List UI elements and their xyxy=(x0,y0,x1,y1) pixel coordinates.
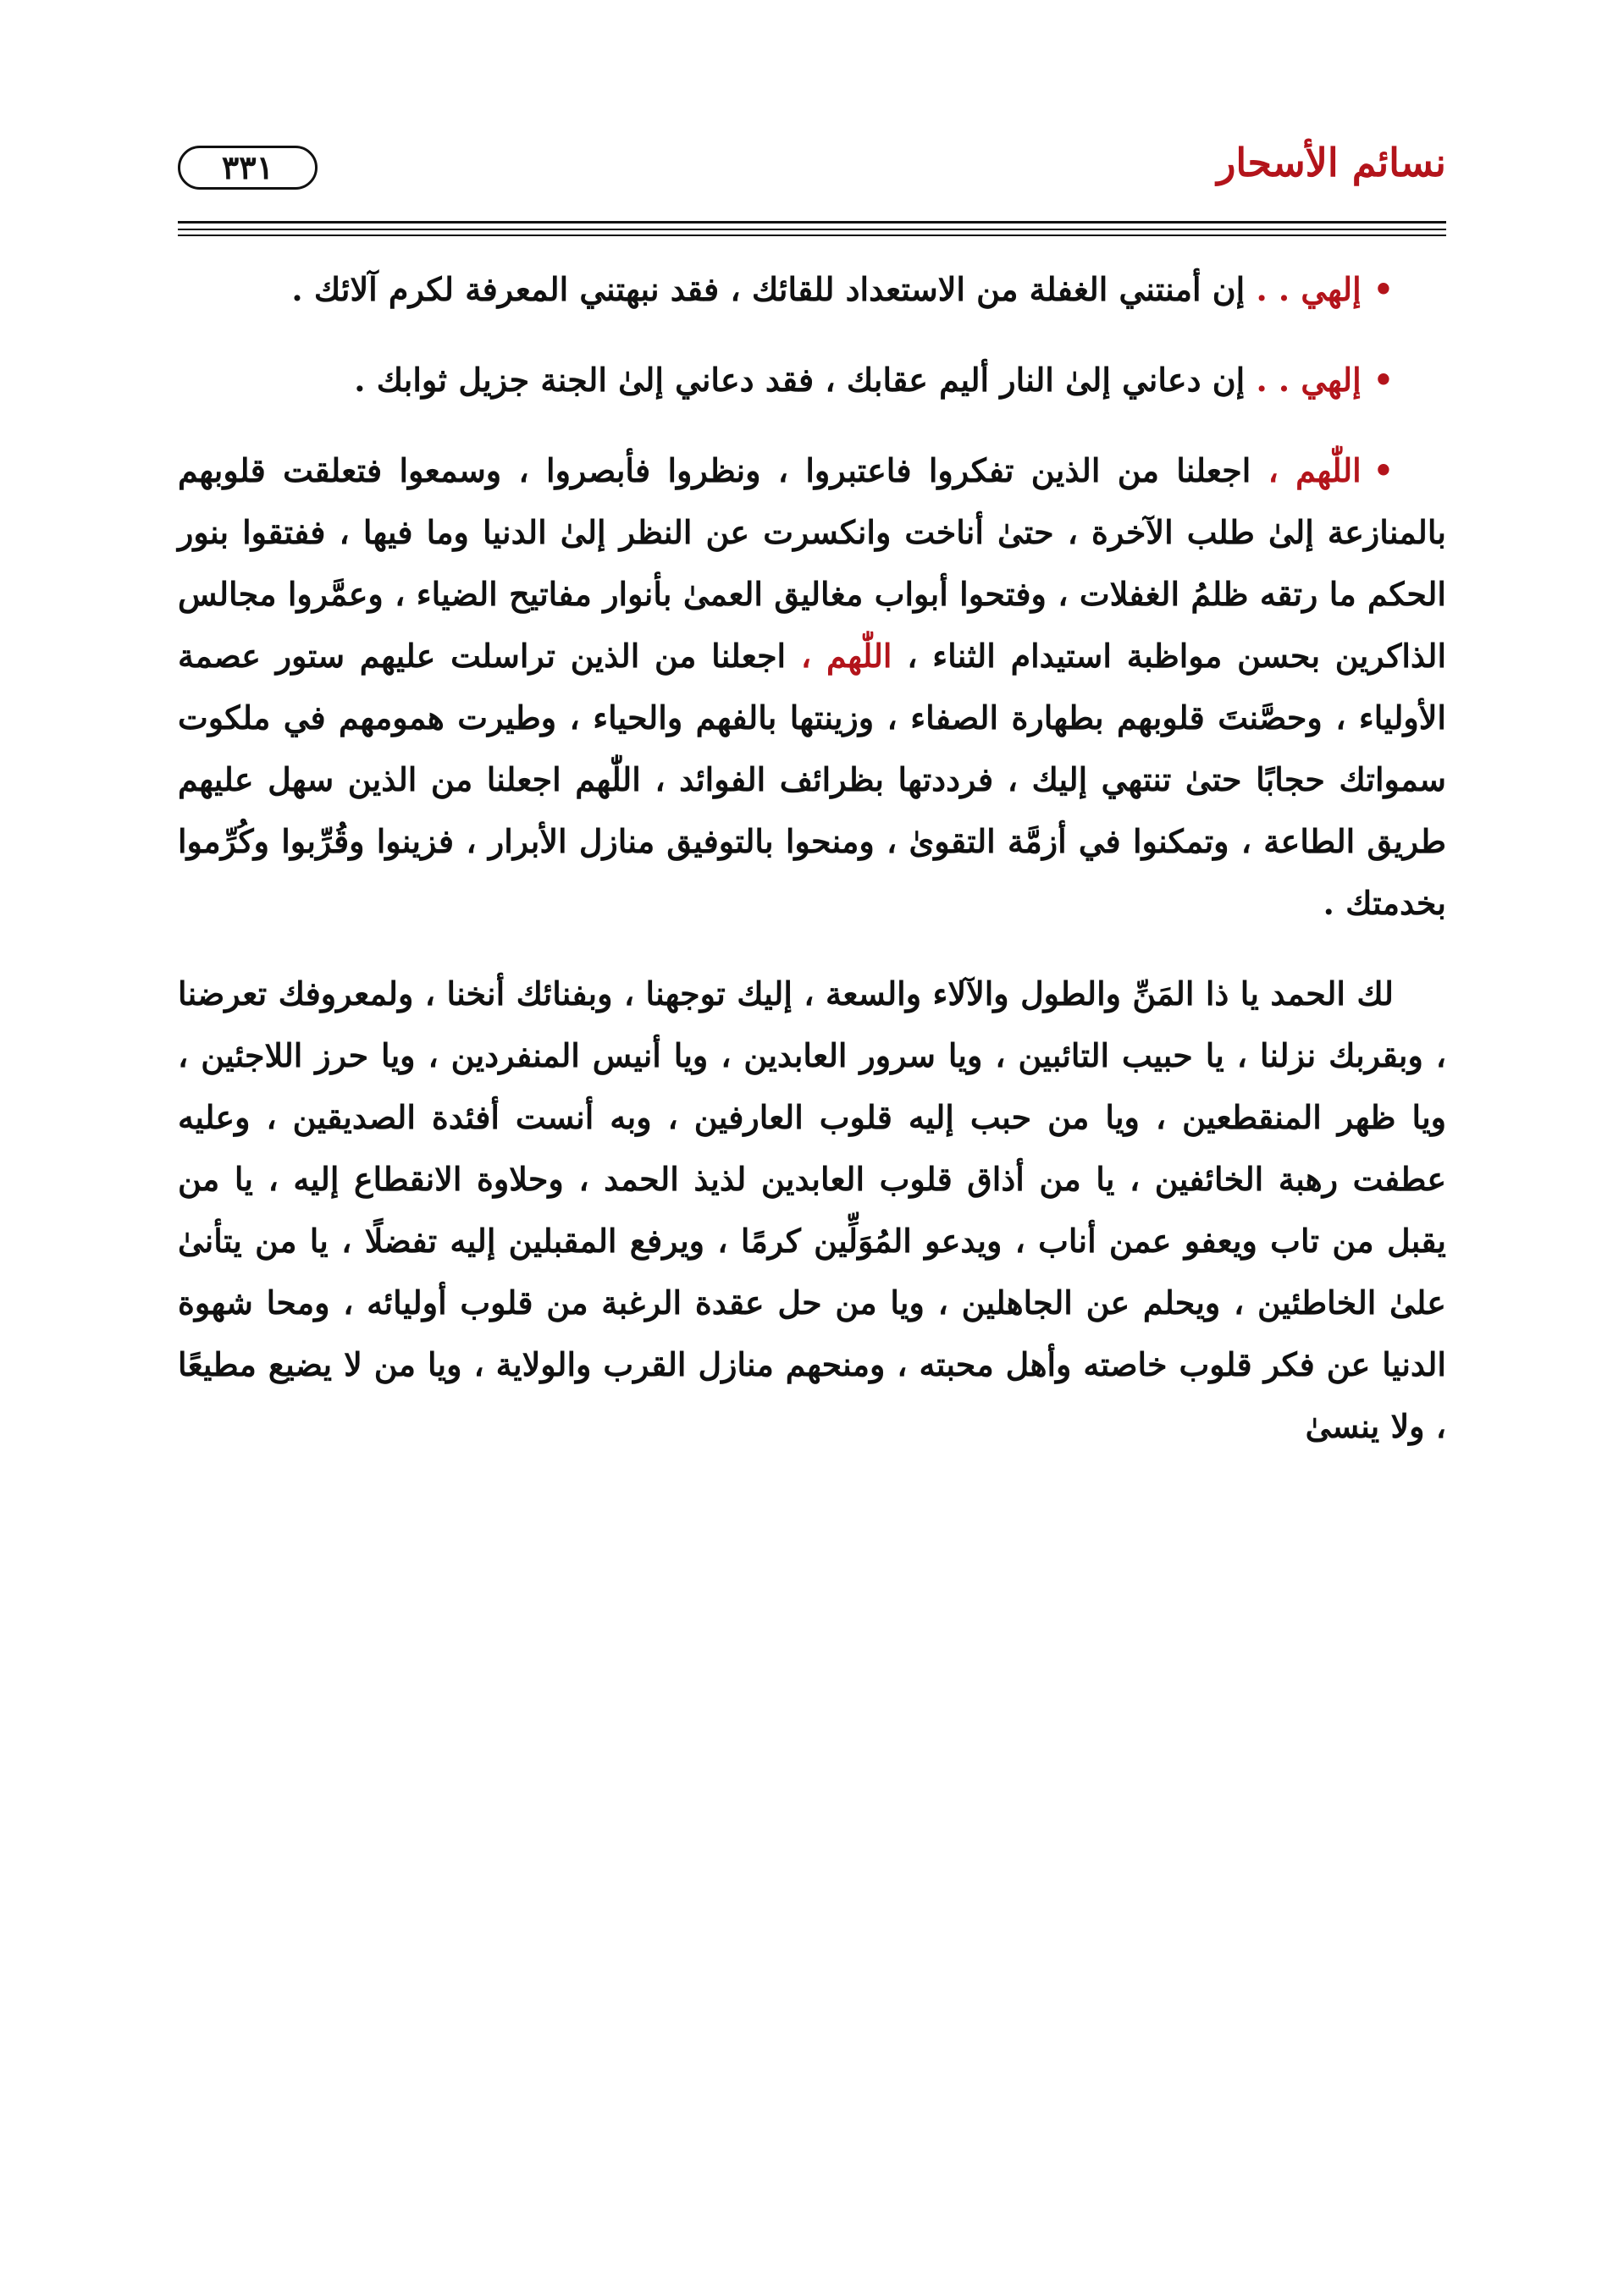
paragraph-2 xyxy=(178,349,1446,411)
paragraph-text: اجعلنا من الذين تفكروا فاعتبروا ، ونظروا فأبصروا ، وسمعوا فتعلقت قلوبهم بالمنازعة إلىٰ طلب الآخرة ، حتىٰ أناخت وانكسرت عن النظر إلىٰ الدنيا وما فيها ، ففتقوا بنور الحكم ما رتقه ظلمُ الغفلات ، وفتحوا أبواب مغاليق العمىٰ بأنوار مفاتيح الضياء ، وعمَّروا مجالس الذاكرين بحسن مواظبة استيدام الثناء ، xyxy=(178,451,1447,675)
paragraph-text: اجعلنا من الذين تراسلت عليهم ستور عصمة الأولياء ، وحصَّنتَ قلوبهم بطهارة الصفاء ، وزينتها بالفهم والحياء ، وطيرت همومهم في ملكوت سمواتك حجابًا حتىٰ تنتهي إليك ، فرددتها بظرائف الفوائد ، اللّٰهم اجعلنا من الذين سهل عليهم طريق الطاعة ، وتمكنوا في أزمَّة التقوىٰ ، ومنحوا بالتوفيق منازل الأبرار ، فزينوا وقُرِّبوا وكُرِّموا بخدمتك . xyxy=(178,637,1446,922)
header-rule-bottom xyxy=(178,235,1446,236)
header-rule-top xyxy=(178,221,1446,224)
page-number-badge xyxy=(178,146,318,190)
paragraph-text: لك الحمد يا ذا المَنِّ والطول والآلاء والسعة ، إليك توجهنا ، وبفنائك أنخنا ، ولمعروفك تعرضنا ، وبقربك نزلنا ، يا حبيب التائبين ، ويا سرور العابدين ، ويا أنيس المنفردين ، ويا حرز اللاجئين ، ويا ظهر المنقطعين ، ويا من حبب إليه قلوب العارفين ، وبه أنست أفئدة الصديقين ، وعليه عطفت رهبة الخائفين ، يا من أذاق قلوب العابدين لذيذ الحمد ، وحلاوة الانقطاع إليه ، يا من يقبل من تاب ويعفو عمن أناب ، ويدعو المُوَلِّين كرمًا ، ويرفع المقبلين إليه تفضلًا ، يا من يتأنىٰ علىٰ الخاطئين ، ويحلم عن الجاهلين ، ويا من حل عقدة الرغبة من قلوب أوليائه ، ومحا شهوة الدنيا عن فكر قلوب خاصته وأهل محبته ، ومنحهم منازل القرب والولاية ، ويا من لا يضيع مطيعًا ، ولا ينسىٰ xyxy=(178,974,1446,1445)
running-title: نسائم الأسحار xyxy=(1217,140,1446,185)
paragraph-text: إن دعاني إلىٰ النار أليم عقابك ، فقد دعاني إلىٰ الجنة جزيل ثوابك . xyxy=(354,361,1257,399)
bullet-icon: • xyxy=(1373,451,1394,489)
paragraph-1 xyxy=(178,258,1446,320)
bullet-icon: • xyxy=(1373,361,1394,399)
header-rule-middle xyxy=(178,229,1446,230)
paragraph-3 xyxy=(178,439,1446,934)
invocation-lead: إلهي . . xyxy=(1256,270,1362,308)
invocation-lead-inline: اللّٰهم ، xyxy=(800,637,892,675)
page-header xyxy=(178,127,1446,195)
invocation-lead: اللّٰهم ، xyxy=(1268,451,1362,489)
paragraph-4 xyxy=(178,963,1446,1457)
page-body xyxy=(178,258,1446,1486)
paragraph-text: إن أمنتني الغفلة من الاستعداد للقائك ، فقد نبهتني المعرفة لكرم آلائك . xyxy=(291,270,1257,308)
invocation-lead: إلهي . . xyxy=(1256,361,1362,399)
bullet-icon: • xyxy=(1373,270,1394,308)
page-number: ٣٣١ xyxy=(221,148,274,186)
